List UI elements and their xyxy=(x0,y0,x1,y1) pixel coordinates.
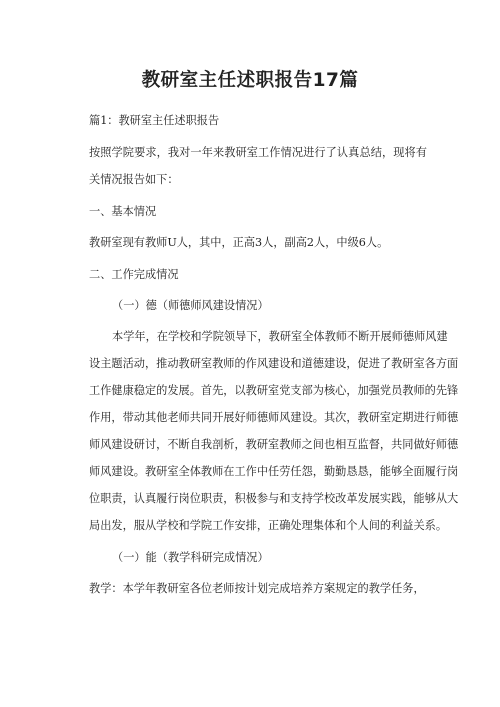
ethics-line-2: 设主题活动，推动教研室教师的作风建设和道德建设，促进了教研室各方面 xyxy=(89,357,459,370)
article-subtitle: 篇1：教研室主任述职报告 xyxy=(89,114,220,127)
section-heading-work: 二、工作完成情况 xyxy=(89,268,179,281)
subsection-heading-ethics: （一）德（师德师风建设情况） xyxy=(112,299,269,312)
ethics-line-3: 工作健康稳定的发展。首先，以教研室党支部为核心，加强党员教师的先锋 xyxy=(89,384,459,397)
teaching-line-1: 教学：本学年教研室各位老师按计划完成培养方案规定的教学任务， xyxy=(89,582,425,595)
document-title: 教研室主任述职报告17篇 xyxy=(141,70,359,91)
ethics-line-7: 位职责，认真履行岗位职责，积极参与和支持学校改革发展实践，能够从大 xyxy=(89,492,459,505)
section-basic-text: 教研室现有教师U人，其中，正高3人，副高2人，中级6人。 xyxy=(89,236,389,249)
ethics-line-1: 本学年，在学校和学院领导下，教研室全体教师不断开展师德师风建 xyxy=(112,330,448,343)
ethics-line-8: 局出发，服从学校和学院工作安排，正确处理集体和个人间的利益关系。 xyxy=(89,519,448,532)
intro-line-2: 关情况报告如下： xyxy=(89,173,179,186)
ethics-line-6: 师风建设。教研室全体教师在工作中任劳任怨，勤勤恳恳，能够全面履行岗 xyxy=(89,465,459,478)
subsection-heading-teaching: （一）能（教学科研完成情况） xyxy=(112,551,269,564)
ethics-line-4: 作用，带动其他老师共同开展好师德师风建设。其次，教研室定期进行师德 xyxy=(89,411,459,424)
section-heading-basic: 一、基本情况 xyxy=(89,205,157,218)
intro-line-1: 按照学院要求，我对一年来教研室工作情况进行了认真总结，现将有 xyxy=(89,146,427,159)
ethics-line-5: 师风建设研讨，不断自我剖析，教研室教师之间也相互监督，共同做好师德 xyxy=(89,438,459,451)
